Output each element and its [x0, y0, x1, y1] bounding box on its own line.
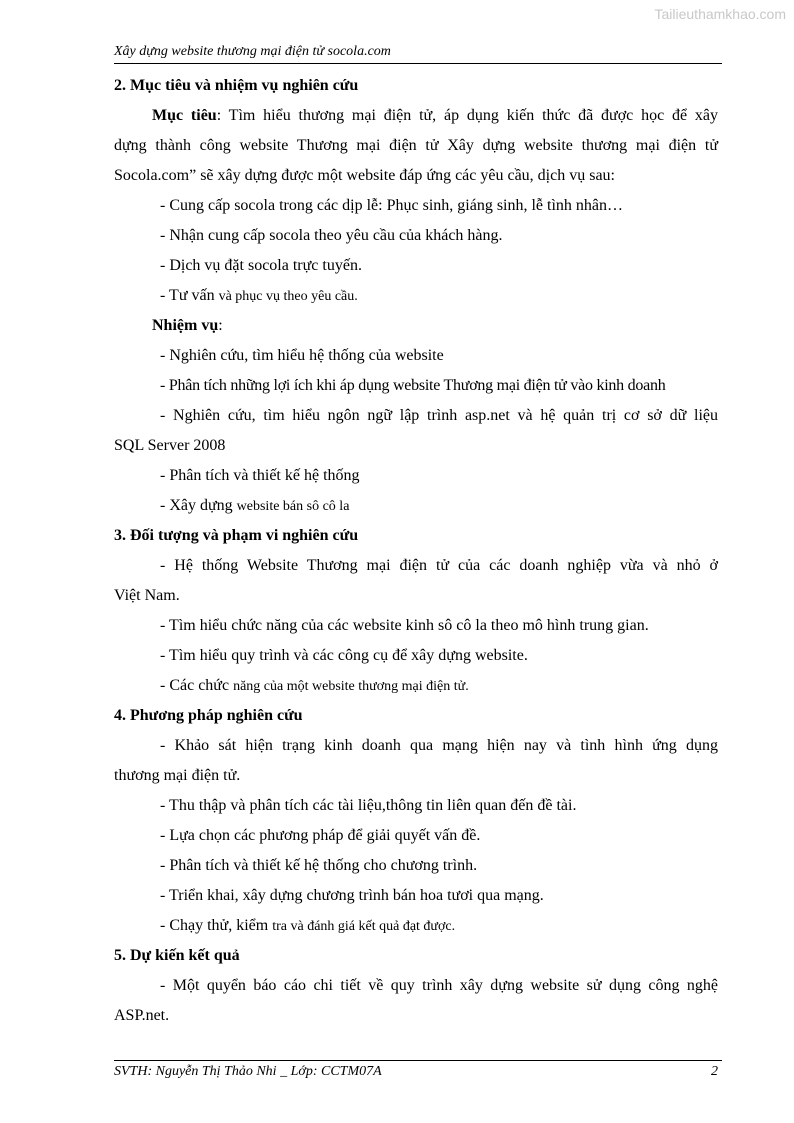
task-list-item-continuation: SQL Server 2008 — [114, 437, 226, 454]
goal-list-item: - Nhận cung cấp socola theo yêu cầu của khách hàng. — [160, 227, 503, 244]
task-list-item: - Phân tích những lợi ích khi áp dụng website Thương mại điện tử vào kinh doanh — [160, 377, 666, 394]
section-3-heading: 3. Đối tượng và phạm vi nghiên cứu — [114, 527, 359, 544]
scope-item-4-part-a: - Các chức — [160, 677, 234, 694]
goal-item-4-part-b: và phục vụ theo yêu cầu. — [218, 289, 358, 304]
method-list-item: - Thu thập và phân tích các tài liệu,thông tin liên quan đến đề tài. — [160, 797, 577, 814]
page-body — [114, 71, 718, 1031]
method-item-6-part-b: tra và đánh giá kết quả đạt được. — [272, 919, 456, 934]
task-item-5-part-a: - Xây dựng — [160, 497, 237, 514]
goal-paragraph-line-2: dựng thành công website Thương mại điện tử Xây dựng website thương mại điện tử — [114, 137, 718, 154]
method-list-item: - Triển khai, xây dựng chương trình bán hoa tươi qua mạng. — [160, 887, 544, 904]
goal-item-4-part-a: - Tư vấn — [160, 287, 219, 304]
method-list-item: - Phân tích và thiết kế hệ thống cho chương trình. — [160, 857, 478, 874]
footer-author: SVTH: Nguyễn Thị Thảo Nhi _ Lớp: CCTM07A — [114, 1064, 382, 1079]
running-header: Xây dựng website thương mại điện tử socola.com — [114, 44, 391, 59]
watermark-text: Tailieuthamkhao.com — [654, 6, 786, 22]
running-footer — [114, 1064, 718, 1080]
method-list-item: - Khảo sát hiện trạng kinh doanh qua mạng hiện nay và tình hình ứng dụng — [160, 737, 718, 754]
header-rule — [114, 63, 722, 64]
scope-list-item-continuation: Việt Nam. — [114, 587, 180, 604]
scope-list-item: - Hệ thống Website Thương mại điện tử của các doanh nghiệp vừa và nhỏ ở — [160, 557, 718, 574]
task-list-item: - Nghiên cứu, tìm hiểu ngôn ngữ lập trình asp.net và hệ quản trị cơ sở dữ liệu — [160, 407, 718, 424]
task-label-line — [114, 311, 718, 341]
goal-paragraph-line-3: Socola.com” sẽ xây dựng được một website đáp ứng các yêu cầu, dịch vụ sau: — [114, 167, 615, 184]
scope-item-4-part-b: năng của một website thương mại điện tử. — [233, 679, 469, 694]
goal-list-item: - Cung cấp socola trong các dịp lễ: Phục sinh, giáng sinh, lễ tình nhân… — [160, 197, 624, 214]
section-5-heading: 5. Dự kiến kết quả — [114, 947, 240, 964]
task-list-item: - Phân tích và thiết kế hệ thống — [160, 467, 360, 484]
scope-list-item: - Tìm hiểu chức năng của các website kinh sô cô la theo mô hình trung gian. — [160, 617, 649, 634]
task-item-5-part-b: website bán sô cô la — [236, 499, 350, 514]
section-4-heading: 4. Phương pháp nghiên cứu — [114, 707, 303, 724]
task-colon: : — [218, 317, 223, 334]
task-label: Nhiệm vụ — [152, 317, 219, 334]
section-2-heading: 2. Mục tiêu và nhiệm vụ nghiên cứu — [114, 77, 359, 94]
task-list-item — [114, 491, 718, 521]
goal-text: : Tìm hiểu thương mại điện tử, áp dụng kiến thức đã được học để xây — [216, 107, 719, 124]
goal-list-item: - Dịch vụ đặt socola trực tuyến. — [160, 257, 362, 274]
method-list-item-continuation: thương mại điện tử. — [114, 767, 241, 784]
result-list-item-continuation: ASP.net. — [114, 1007, 170, 1024]
result-list-item: - Một quyển báo cáo chi tiết về quy trình xây dựng website sử dụng công nghệ — [160, 977, 718, 994]
goal-paragraph-line-1 — [114, 101, 718, 131]
footer-rule — [114, 1060, 722, 1061]
method-list-item: - Lựa chọn các phương pháp để giải quyết vấn đề. — [160, 827, 481, 844]
goal-label: Mục tiêu — [152, 107, 217, 124]
page-number: 2 — [711, 1064, 718, 1079]
method-item-6-part-a: - Chạy thử, kiểm — [160, 917, 273, 934]
task-list-item: - Nghiên cứu, tìm hiểu hệ thống của website — [160, 347, 444, 364]
scope-list-item: - Tìm hiểu quy trình và các công cụ để xây dựng website. — [160, 647, 528, 664]
goal-list-item — [114, 281, 718, 311]
scope-list-item — [114, 671, 718, 701]
method-list-item — [114, 911, 718, 941]
